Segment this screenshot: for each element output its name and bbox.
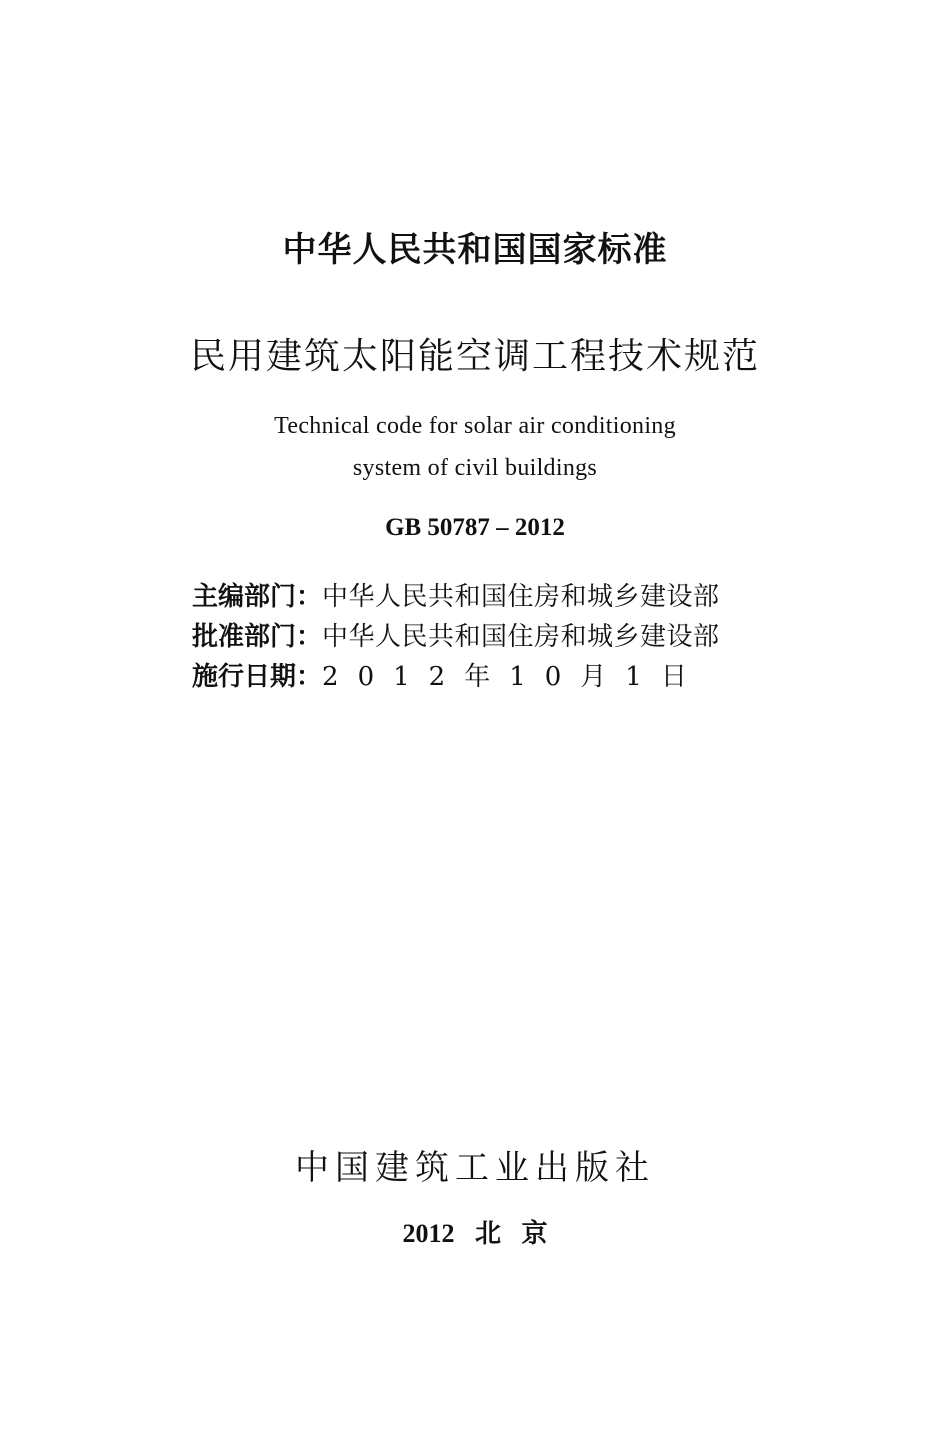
effective-date-label: 施行日期 [192, 662, 297, 692]
editor-value: 中华人民共和国住房和城乡建设部 [322, 582, 720, 612]
editor-separator: ： [296, 582, 323, 612]
publication-year-place: 2012 北 京 [402, 1219, 548, 1248]
approver-label: 批准部门 [192, 622, 297, 652]
chinese-title: 民用建筑太阳能空调工程技术规范 [189, 336, 760, 377]
english-title-line-1: Technical code for solar air conditioning [274, 413, 676, 439]
approver-separator: ： [296, 622, 323, 652]
standard-series: 中华人民共和国国家标准 [282, 230, 668, 270]
standard-code: GB 50787 – 2012 [385, 514, 565, 541]
editor-label: 主编部门 [192, 582, 297, 612]
english-title [0, 405, 950, 489]
effective-date-value: 2012年10月1日 [322, 662, 706, 692]
publisher: 中国建筑工业出版社 [295, 1148, 655, 1188]
approver-row [192, 617, 720, 657]
editor-row [192, 577, 720, 617]
effective-date-separator: ： [296, 662, 323, 692]
english-title-line-2: system of civil buildings [352, 455, 598, 481]
approver-value: 中华人民共和国住房和城乡建设部 [322, 622, 720, 652]
publication-info [192, 577, 720, 697]
effective-date-row [192, 657, 720, 697]
